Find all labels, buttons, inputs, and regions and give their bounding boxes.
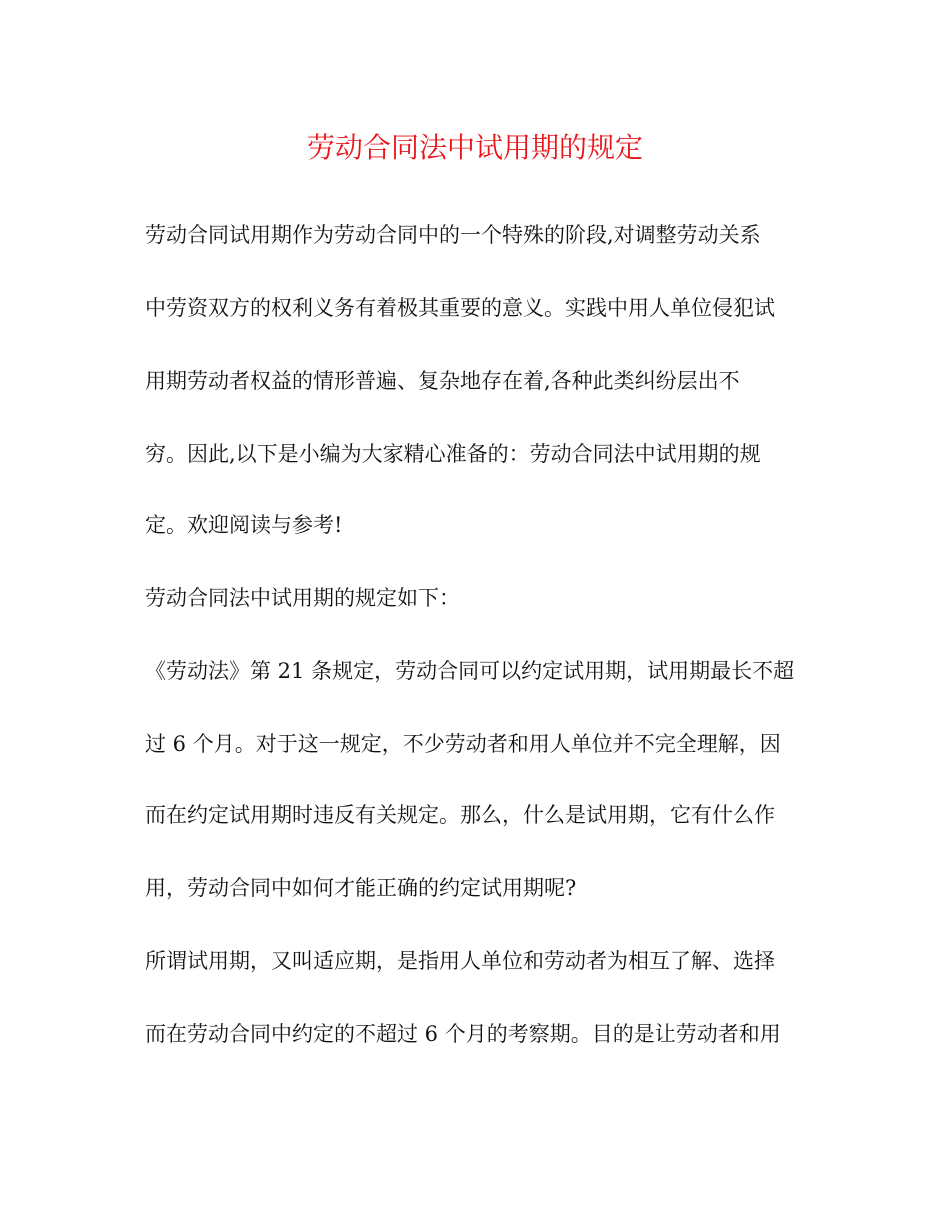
paragraph-line: 而在劳动合同中约定的不超过 6 个月的考察期。目的是让劳动者和用 [145, 1022, 781, 1046]
paragraph-line: 用期劳动者权益的情形普遍、复杂地存在着,各种此类纠纷层出不 [145, 369, 740, 393]
document-title: 劳动合同法中试用期的规定 [306, 131, 643, 164]
paragraph-line: 而在约定试用期时违反有关规定。那么，什么是试用期，它有什么作 [145, 803, 775, 827]
paragraph-line: 过 6 个月。对于这一规定，不少劳动者和用人单位并不完全理解，因 [145, 732, 781, 756]
paragraph-line: 《劳动法》第 21 条规定，劳动合同可以约定试用期，试用期最长不超 [145, 659, 795, 683]
paragraph-line: 中劳资双方的权利义务有着极其重要的意义。实践中用人单位侵犯试 [145, 296, 775, 320]
paragraph-line: 定。欢迎阅读与参考! [145, 513, 343, 537]
paragraph-line: 穷。因此,以下是小编为大家精心准备的：劳动合同法中试用期的规 [145, 442, 761, 466]
paragraph-line: 劳动合同试用期作为劳动合同中的一个特殊的阶段,对调整劳动关系 [145, 223, 761, 247]
paragraph-line: 劳动合同法中试用期的规定如下： [145, 586, 460, 610]
paragraph-line: 所谓试用期，又叫适应期，是指用人单位和劳动者为相互了解、选择 [145, 949, 775, 973]
paragraph-line: 用，劳动合同中如何才能正确的约定试用期呢? [145, 876, 577, 900]
